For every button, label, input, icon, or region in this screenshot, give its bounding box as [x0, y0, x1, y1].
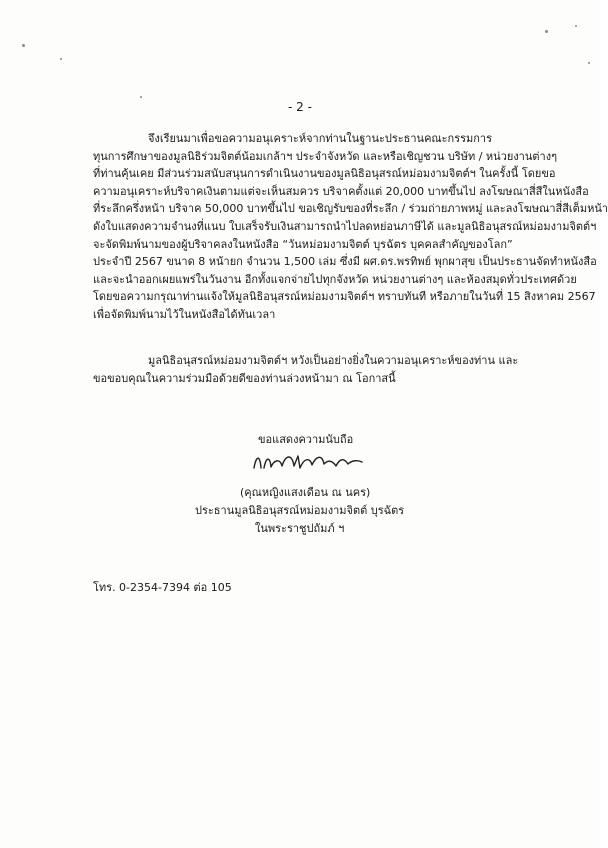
signer-patronage: ในพระราชูปถัมภ์ ฯ	[255, 522, 345, 535]
scan-speck	[60, 58, 62, 60]
paragraph-line: ความอนุเคราะห์บริจาคเงินตามแต่จะเห็นสมควร บริจาคตั้งแต่ 20,000 บาทขึ้นไป ลงโฆษณาสี่สีในหนังสือ	[93, 184, 589, 198]
paragraph-line: ประจำปี 2567 ขนาด 8 หน้ายก จำนวน 1,500 เล่ม ซึ่งมี ผศ.ดร.พรทิพย์ พุกผาสุข เป็นประธานจัดทำหนังสือ	[93, 255, 597, 269]
paragraph-line: ดังใบแสดงความจำนงที่แนบ ใบเสร็จรับเงินสามารถนำไปลดหย่อนภาษีได้ และมูลนิธิอนุสรณ์หม่อมงามจิตต์ฯ	[93, 219, 597, 233]
paragraph-line: ทุนการศึกษาของมูลนิธิร่วมจิตต์น้อมเกล้าฯ ประจำจังหวัด และหรือเชิญชวน บริษัท / หน่วยงานต่างๆ	[93, 149, 557, 163]
paragraph-line: และจะนำออกเผยแพร่ในวันงาน อีกทั้งแจกจ่ายไปทุกจังหวัด หน่วยงานต่างๆ และห้องสมุดทั่วประเทศด้วย	[93, 272, 577, 286]
body-paragraph-2	[93, 352, 533, 387]
paragraph-line: จะจัดพิมพ์นามของผู้บริจาคลงในหนังสือ “วันหม่อมงามจิตต์ บุรฉัตร บุคคลสำคัญของโลก”	[93, 237, 513, 251]
scan-speck	[22, 44, 25, 47]
scan-speck	[140, 96, 142, 98]
paragraph-line: เพื่อจัดพิมพ์นามไว้ในหนังสือได้ทันเวลา	[93, 307, 276, 321]
scan-speck	[575, 25, 577, 27]
paragraph-line: ขอขอบคุณในความร่วมมือด้วยดีของท่านล่วงหน้ามา ณ โอกาสนี้	[93, 371, 396, 385]
signer-position: ประธานมูลนิธิอนุสรณ์หม่อมงามจิตต์ บุรฉัตร	[195, 504, 405, 517]
paragraph-line: จึงเรียนมาเพื่อขอความอนุเคราะห์จากท่านในฐานะประธานคณะกรรมการ	[148, 132, 493, 145]
handwritten-signature	[250, 448, 370, 474]
paragraph-line: มูลนิธิอนุสรณ์หม่อมงามจิตต์ฯ หวังเป็นอย่างยิ่งในความอนุเคราะห์ของท่าน และ	[148, 354, 519, 367]
scan-speck	[545, 30, 548, 33]
body-paragraph-1	[93, 130, 608, 324]
paragraph-line: โดยขอความกรุณาท่านแจ้งให้มูลนิธิอนุสรณ์หม่อมงามจิตต์ฯ ทราบทันที หรือภายในวันที่ 15 สิงหาคม 2567	[93, 290, 596, 304]
signer-block	[0, 484, 600, 538]
phone-contact: โทร. 0-2354-7394 ต่อ 105	[93, 581, 232, 594]
paragraph-line: ที่ระลึกครึ่งหน้า บริจาค 50,000 บาทขึ้นไป ขอเชิญรับของที่ระลึก / ร่วมถ่ายภาพหมู่ และลงโฆษณาสี่สีเต็มหน้า	[93, 202, 608, 216]
closing-salutation: ขอแสดงความนับถือ	[258, 433, 354, 446]
signer-name: (คุณหญิงแสงเดือน ณ นคร)	[240, 486, 371, 499]
page-number: - 2 -	[288, 100, 312, 114]
scan-speck	[588, 62, 590, 64]
paragraph-line: ที่ท่านคุ้นเคย มีส่วนร่วมสนับสนุนการดำเนินงานของมูลนิธิอนุสรณ์หม่อมงามจิตต์ฯ ในครั้งนี้ โดยขอ	[93, 167, 556, 181]
